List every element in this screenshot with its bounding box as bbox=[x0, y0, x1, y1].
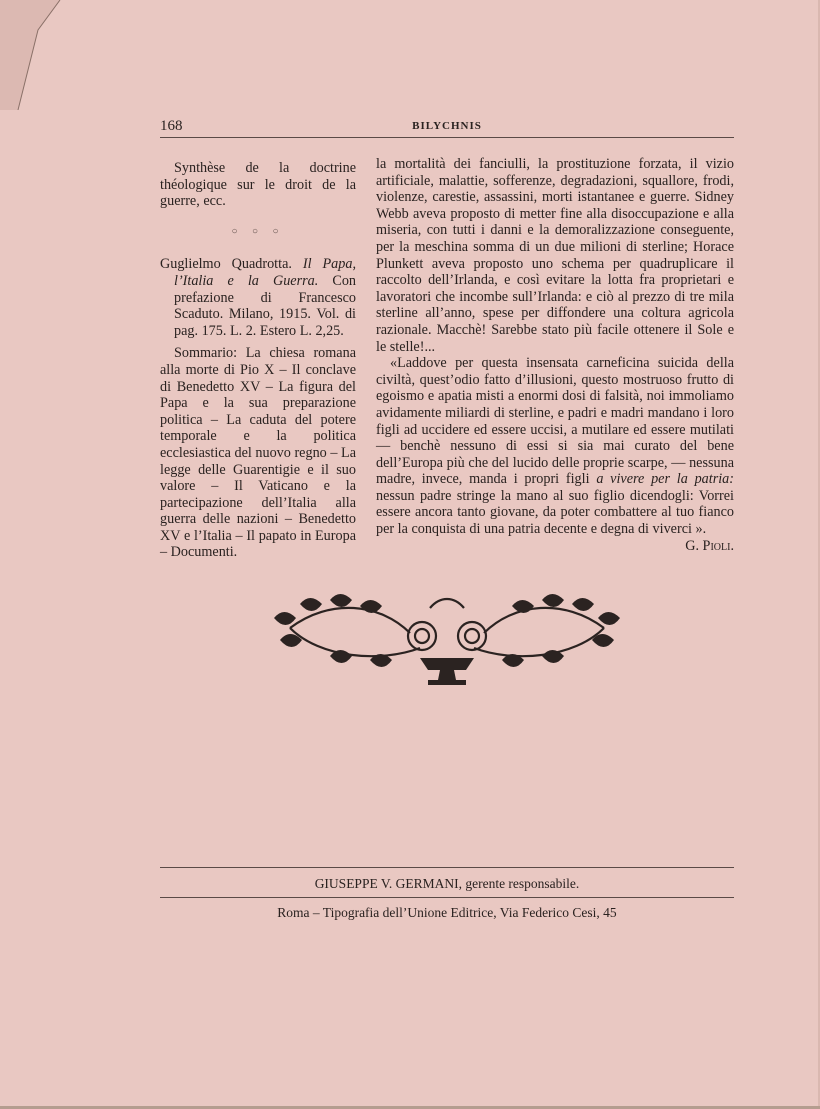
synthese-text: Synthèse de la doctrine théologique sur le droit de la guerre, ecc. bbox=[160, 160, 356, 210]
running-title: BILYCHNIS bbox=[412, 120, 482, 132]
para2-end: nessun padre stringe la mano al suo figlio dicendogli: Vorrei essere ancora tanto giovane, da poter combattere al tuo fianco per la conquista di una patria decente e degna di viverci ». bbox=[376, 487, 734, 538]
page-header bbox=[160, 118, 734, 136]
header-rule bbox=[160, 137, 734, 138]
para2-italic: a vivere per la patria: bbox=[596, 471, 735, 488]
sommario-text: Sommario: La chiesa romana alla morte di Pio X – Il conclave di Benedetto XV – La figura del Papa e la sua preparazione politica – La caduta del potere temporale e la politica ecclesiastica del nuovo regno – La legge delle Guarentigie e il suo valore – Il Vaticano e la partecipazione dell’Italia alla guerra delle nazioni – Benedetto XV e l’Italia – Il papato in Europa – Documenti. bbox=[160, 345, 356, 561]
para2-start: «Laddove per questa insensata carneficina suicida della civiltà, quest’odio fatto d’illusioni, questo mostruoso frutto di egoismo e apatia misti a enormi dosi di falsità, noi immoliamo avidamente miliardi di sterline, e padri e madri mandano i loro figli ad uccidere ed essere uccisi, a mutilare ed essere mutilati — benchè nessuno di essi si sia mai curato del bene dell’Europa più che del lucido delle proprie scarpe, — nessuna madre, invece, manda i propri figli bbox=[376, 355, 734, 488]
book-entry bbox=[160, 256, 356, 339]
book-details: Con prefazione di Francesco Scaduto. Milano, 1915. Vol. di pag. 175. L. 2. Estero L. 2,25. bbox=[174, 272, 357, 339]
left-column bbox=[160, 160, 356, 561]
floral-vase-ornament bbox=[270, 588, 624, 690]
book-author: Guglielmo Quadrotta. bbox=[160, 256, 292, 273]
footer-rule-bottom bbox=[160, 897, 734, 898]
folded-corner bbox=[0, 0, 70, 110]
author-signature: G. Pioli. bbox=[685, 537, 734, 554]
body-paragraph-1: la mortalità dei fanciulli, la prostituzione forzata, il vizio artificiale, malattie, sofferenze, degradazioni, squallore, frodi, violenze, carestie, assassini, morti istantanee e guerre. Sidney Webb aveva proposto di metter fine alla disoccupazione e alla miseria, con tutti i danni e la demoralizzazione conseguente, per la meschina somma di un due milioni di sterline; Horace Plunkett aveva proposto uno schema per quadruplicare il raccolto dell’Irlanda, e così evitare la lotta fra proprietari e lavoratori che incombe sull’Irlanda: e ciò al prezzo di tre mila sterline all’anno, spese per diffondere una coltura agricola razionale. Macchè! Sarebbe stato più facile ottenere il Sole e le stelle!... bbox=[376, 156, 734, 355]
right-column bbox=[376, 156, 734, 554]
body-paragraph-2 bbox=[376, 355, 734, 538]
book-title: Il Papa, l’Italia e la Guerra. bbox=[174, 256, 356, 289]
section-separator: ○ ○ ○ bbox=[231, 225, 285, 237]
page-number: 168 bbox=[160, 118, 183, 134]
footer-rule-top bbox=[160, 867, 734, 868]
printer-line: Roma – Tipografia dell’Unione Editrice, Via Federico Cesi, 45 bbox=[277, 905, 617, 920]
gerente-line: GIUSEPPE V. GERMANI, gerente responsabile. bbox=[314, 876, 580, 891]
